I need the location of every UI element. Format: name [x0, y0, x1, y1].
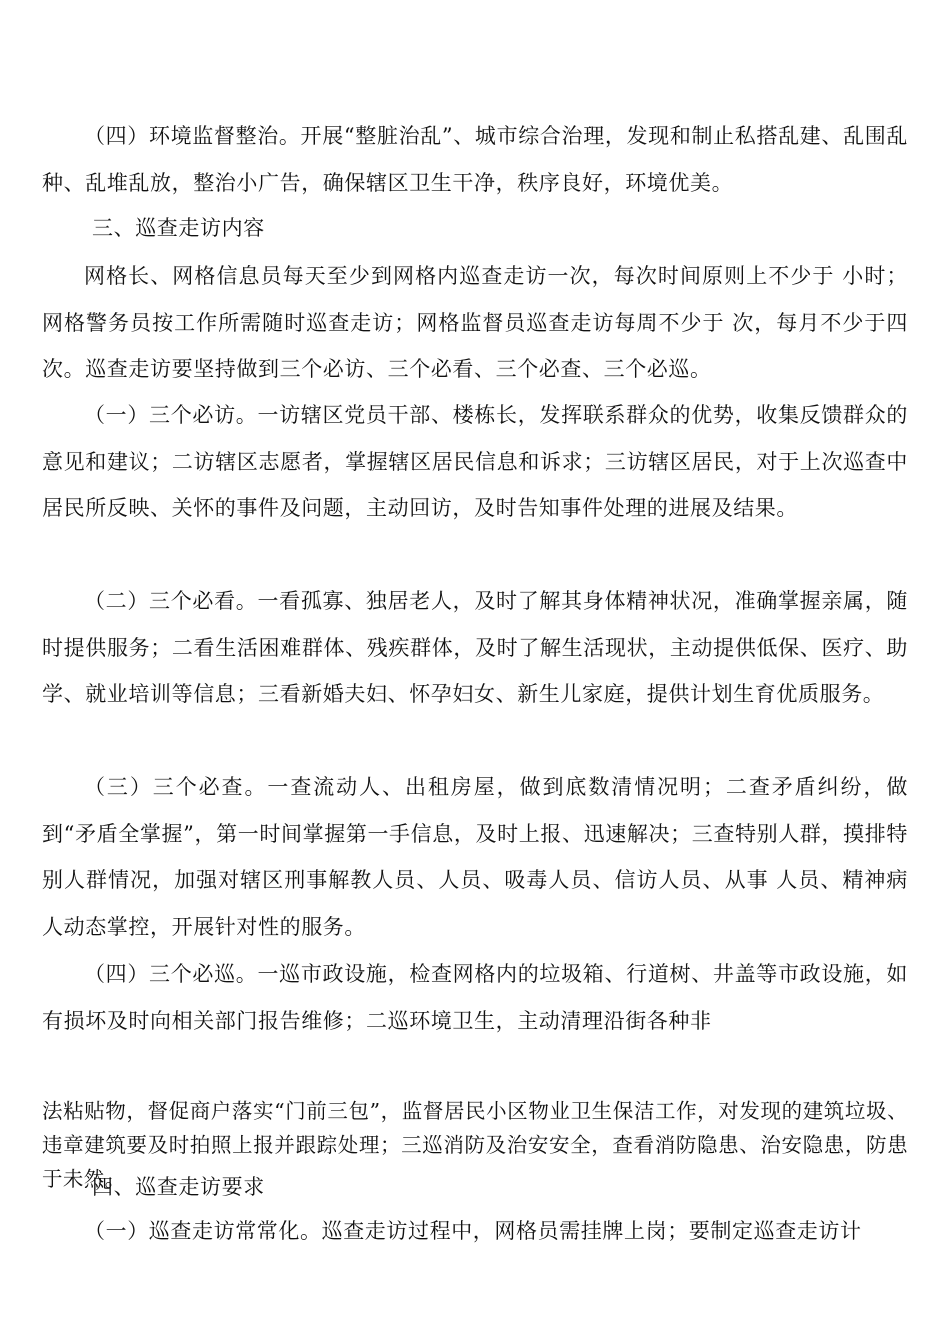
- section-heading-inspection-requirements: 四、巡查走访要求: [92, 1175, 265, 1199]
- section-heading-inspection-content: 三、巡查走访内容: [92, 216, 265, 240]
- paragraph-three-must-see: （二）三个必看。一看孤寡、独居老人，及时了解其身体精神状况，准确掌握亲属，随时提供服务；二看生活困难群体、残疾群体，及时了解生活现状，主动提供低保、医疗、助学、就业培训等信息；三看新婚夫妇、怀孕妇女、新生儿家庭，提供计划生育优质服务。: [42, 589, 908, 706]
- paragraph-three-must-patrol: （四）三个必巡。一巡市政设施，检查网格内的垃圾箱、行道树、井盖等市政设施，如有损坏及时向相关部门报告维修；二巡环境卫生，主动清理沿街各种非: [42, 962, 908, 1033]
- paragraph-three-must-visit: （一）三个必访。一访辖区党员干部、楼栋长，发挥联系群众的优势，收集反馈群众的意见和建议；二访辖区志愿者，掌握辖区居民信息和诉求；三访辖区居民，对于上次巡查中居民所反映、关怀的事件及问题，主动回访，及时告知事件处理的进展及结果。: [42, 403, 908, 520]
- paragraph-environment-supervision: （四）环境监督整治。开展“整脏治乱”、城市综合治理，发现和制止私搭乱建、乱围乱种、乱堆乱放，整治小广告，确保辖区卫生干净，秩序良好，环境优美。: [42, 124, 908, 195]
- paragraph-inspection-frequency: 网格长、网格信息员每天至少到网格内巡查走访一次，每次时间原则上不少于 小时；网格警务员按工作所需随时巡查走访；网格监督员巡查走访每周不少于 次，每月不少于四次。巡查走访要坚持做到三个必访、三个必看、三个必查、三个必巡。: [42, 264, 908, 381]
- paragraph-three-must-check: （三）三个必查。一查流动人、出租房屋，做到底数清情况明；二查矛盾纠纷，做到“矛盾全掌握”，第一时间掌握第一手信息，及时上报、迅速解决；三查特别人群，摸排特别人群情况，加强对辖区刑事解教人员、人员、吸毒人员、信访人员、从事 人员、精神病人动态掌控，开展针对性的服务。: [42, 775, 908, 939]
- paragraph-inspection-routine: （一）巡查走访常常化。巡查走访过程中，网格员需挂牌上岗；要制定巡查走访计: [84, 1219, 862, 1243]
- paragraph-patrol-continued: 法粘贴物，督促商户落实“门前三包”，监督居民小区物业卫生保洁工作，对发现的建筑垃圾、违章建筑要及时拍照上报并跟踪处理；三巡消防及治安安全，查看消防隐患、治安隐患，防患于未然。: [42, 1099, 908, 1191]
